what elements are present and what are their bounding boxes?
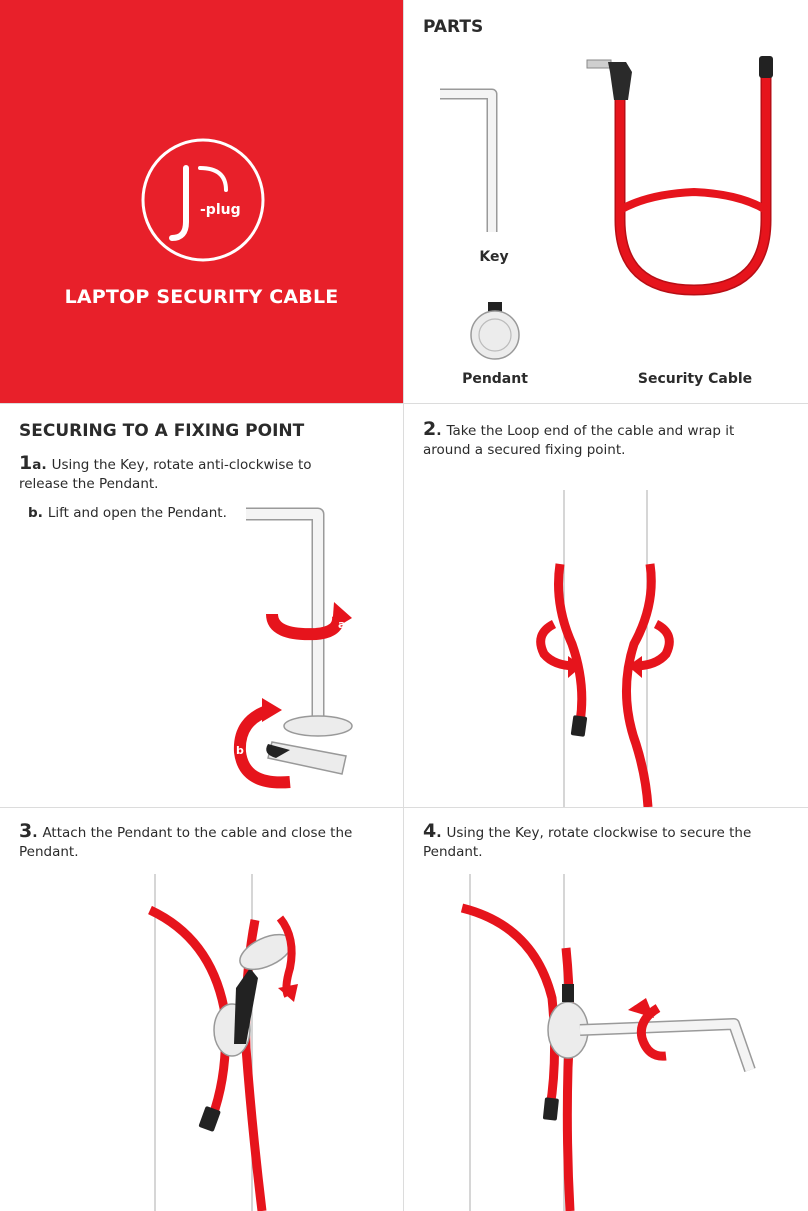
section-heading: SECURING TO A FIXING POINT [19, 421, 305, 441]
step-2-text: Take the Loop end of the cable and wrap it around a secured fixing point. [423, 423, 735, 458]
key-label: Key [479, 249, 509, 265]
step-4-number: 4 [423, 820, 437, 842]
parts-panel [404, 0, 808, 403]
rotate-arrow-b [236, 698, 290, 782]
step-1a-letter: a [32, 457, 42, 473]
parts-illustration [404, 0, 808, 403]
arrow-a-label: a [338, 618, 346, 631]
step-3-instruction: 3. Attach the Pendant to the cable and close the Pendant. [19, 820, 353, 860]
step-1b-instruction: b. Lift and open the Pendant. [28, 505, 227, 521]
security-cable-illustration [587, 56, 773, 290]
step-4-panel [404, 808, 808, 1211]
step-2-number: 2 [423, 418, 437, 440]
hero-panel [0, 0, 403, 403]
brand-logo [0, 0, 403, 403]
step-3-illustration [0, 808, 403, 1211]
step-2-illustration [404, 404, 808, 807]
step-2-panel [404, 404, 808, 807]
step-3-text: Attach the Pendant to the cable and close the Pendant. [19, 825, 353, 860]
pendant-illustration [471, 302, 519, 359]
key-illustration [440, 94, 492, 232]
step-4-text: Using the Key, rotate clockwise to secure the Pendant. [423, 825, 752, 860]
pendant-label: Pendant [462, 371, 528, 387]
step-1a-text: Using the Key, rotate anti-clockwise to release the Pendant. [19, 457, 312, 492]
step-1-illustration [0, 404, 403, 807]
step-3-number: 3 [19, 820, 33, 842]
product-title: LAPTOP SECURITY CABLE [64, 286, 339, 308]
arrow-b-label: b [236, 744, 244, 757]
step-1b-letter: b [28, 505, 38, 521]
step-1b-text: Lift and open the Pendant. [47, 505, 227, 521]
logo-text: -plug [200, 202, 241, 218]
step-2-instruction: 2. Take the Loop end of the cable and wrap it around a secured fixing point. [423, 418, 735, 458]
security-cable-label: Security Cable [637, 371, 753, 387]
parts-heading: PARTS [423, 17, 484, 37]
step-4-instruction: 4. Using the Key, rotate clockwise to secure the Pendant. [423, 820, 752, 860]
step-4-illustration [404, 808, 808, 1211]
step-1-number: 1 [19, 452, 33, 474]
step-3-panel [0, 808, 403, 1211]
step-1-panel [0, 404, 403, 807]
step-1a-instruction: 1a. Using the Key, rotate anti-clockwise to release the Pendant. [19, 452, 312, 492]
